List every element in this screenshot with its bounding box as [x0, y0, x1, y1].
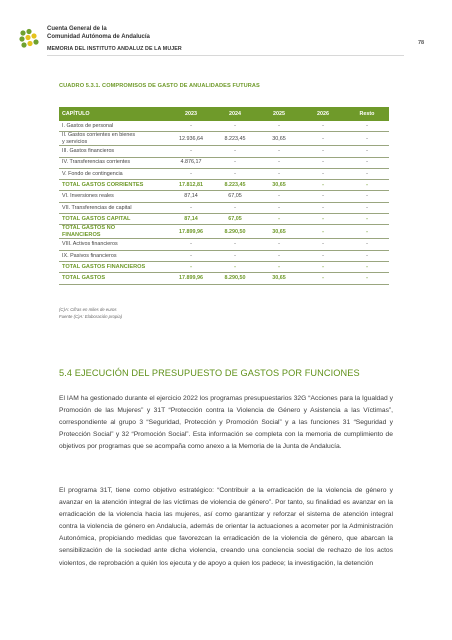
value-cell: - [301, 191, 345, 202]
page-number: 78 [418, 40, 425, 46]
value-cell: 12.936,64 [169, 132, 213, 146]
table-row [59, 121, 389, 132]
value-cell: - [213, 202, 257, 213]
table-row [59, 239, 389, 250]
value-cell: - [169, 261, 213, 272]
value-cell: - [301, 157, 345, 168]
value-cell: - [213, 250, 257, 261]
value-cell: - [213, 121, 257, 132]
value-cell: - [301, 146, 345, 157]
row-label [59, 146, 169, 157]
row-label-line: TOTAL GASTOS [62, 275, 106, 282]
value-cell: - [257, 191, 301, 202]
table-title: CUADRO 5.3.1. COMPROMISOS DE GASTO DE ANUALIDADES FUTURAS [59, 83, 260, 89]
value-cell: 4.876,17 [169, 157, 213, 168]
value-cell: - [257, 202, 301, 213]
table-row [59, 191, 389, 202]
header-subtitle: MEMORIA DEL INSTITUTO ANDALUZ DE LA MUJER [47, 46, 182, 52]
value-cell: - [345, 202, 389, 213]
junta-andalucia-logo [18, 27, 42, 51]
value-cell: 8.223,45 [213, 132, 257, 146]
value-cell: 30,65 [257, 273, 301, 284]
value-cell: - [257, 157, 301, 168]
table-row [59, 214, 389, 225]
value-cell: - [301, 214, 345, 225]
value-cell: - [257, 261, 301, 272]
value-cell: - [345, 261, 389, 272]
value-cell: - [345, 250, 389, 261]
value-cell: - [345, 132, 389, 146]
table-row [59, 180, 389, 191]
table-row [59, 202, 389, 213]
row-label-line: TOTAL GASTOS NO [62, 225, 116, 232]
value-cell: - [345, 157, 389, 168]
value-cell: - [257, 168, 301, 179]
value-cell: - [257, 146, 301, 157]
header-cell: 2024 [213, 107, 257, 121]
value-cell: - [257, 250, 301, 261]
value-cell: - [169, 168, 213, 179]
header-divider [47, 55, 404, 56]
table-row [59, 250, 389, 261]
table-row [59, 273, 389, 284]
value-cell: - [301, 273, 345, 284]
row-label [59, 191, 169, 202]
value-cell: - [345, 239, 389, 250]
value-cell: - [169, 146, 213, 157]
table-row [59, 146, 389, 157]
value-cell: 87,14 [169, 191, 213, 202]
header-title-line1: Cuenta General de la [47, 26, 107, 32]
value-cell: 30,65 [257, 132, 301, 146]
value-cell: - [301, 202, 345, 213]
value-cell: 8.290,50 [213, 225, 257, 239]
row-label [59, 250, 169, 261]
value-cell: 17.899,96 [169, 273, 213, 284]
value-cell: 17.812,81 [169, 180, 213, 191]
table-note-units: (C)A: Cifras en miles de euros [59, 307, 117, 312]
row-label [59, 157, 169, 168]
section-title: 5.4 EJECUCIÓN DEL PRESUPUESTO DE GASTOS POR FUNCIONES [59, 368, 360, 378]
value-cell: - [169, 202, 213, 213]
value-cell: 17.899,96 [169, 225, 213, 239]
row-label-line: I. Gastos de personal [62, 122, 114, 129]
value-cell: - [301, 225, 345, 239]
value-cell: - [301, 239, 345, 250]
value-cell: 87,14 [169, 214, 213, 225]
value-cell: - [345, 273, 389, 284]
row-label [59, 168, 169, 179]
value-cell: - [213, 239, 257, 250]
table-row [59, 132, 389, 146]
row-label-line: IV. Transferencias corrientes [62, 159, 131, 166]
row-label [59, 273, 169, 284]
value-cell: - [169, 121, 213, 132]
row-label-line: TOTAL GASTOS CORRIENTES [62, 182, 144, 189]
value-cell: - [345, 214, 389, 225]
value-cell: - [301, 250, 345, 261]
commitments-table [59, 107, 389, 285]
table-row [59, 157, 389, 168]
value-cell: - [301, 261, 345, 272]
row-label [59, 214, 169, 225]
table-header-row [59, 107, 389, 121]
value-cell: - [345, 225, 389, 239]
row-label [59, 202, 169, 213]
value-cell: - [345, 168, 389, 179]
value-cell: 67,05 [213, 214, 257, 225]
header-cell: CAPÍTULO [59, 107, 169, 121]
row-label-line: y servicios [62, 138, 88, 145]
value-cell: - [257, 239, 301, 250]
value-cell: - [213, 146, 257, 157]
header-cell: 2025 [257, 107, 301, 121]
table-row [59, 168, 389, 179]
value-cell: - [169, 250, 213, 261]
row-label-line: FINANCIEROS [62, 231, 101, 238]
paragraph-2: El programa 31T, tiene como objetivo estratégico: “Contribuir a la erradicación de la violencia de género y avanzar en la atención integral de las víctimas de violencia de género”. Por tanto, su finalidad es avanzar en la erradicación de la violencia hacia las mujeres, así como garantizar y reforzar el sistema de atención integral contra la violencia de género en Andalucía, además de orientar la actuaciones a acometer por la Administración Autonómica, propiciando medidas que favorezcan la erradicación de la violencia de género, que abarcan la sensibilización de la sociedad ante dicha violencia, creando una conciencia social de rechazo de los actos violentos, de reprobación a quién los ejecuta y de apoyo a quien los padece; la investigación, la detención [59, 487, 393, 567]
row-label-line: II. Gastos corrientes en bienes [62, 132, 136, 139]
table-note-source: Fuente (C)A: Elaboración propia) [59, 314, 123, 319]
header-title-line2: Comunidad Autónoma de Andalucía [47, 33, 150, 40]
value-cell: - [257, 121, 301, 132]
header-cell: Resto [345, 107, 389, 121]
table-row [59, 261, 389, 272]
row-label [59, 225, 169, 239]
value-cell: - [169, 239, 213, 250]
row-label [59, 132, 169, 146]
row-label-line: VIII. Activos financieros [62, 241, 118, 248]
value-cell: - [213, 261, 257, 272]
row-label [59, 121, 169, 132]
value-cell: - [213, 157, 257, 168]
value-cell: - [345, 191, 389, 202]
value-cell: 30,65 [257, 225, 301, 239]
value-cell: - [301, 132, 345, 146]
row-label-line: VI. Inversiones reales [62, 193, 114, 200]
header-cell: 2023 [169, 107, 213, 121]
row-label-line: VII. Transferencias de capital [62, 204, 132, 211]
value-cell: - [301, 121, 345, 132]
value-cell: 8.223,45 [213, 180, 257, 191]
value-cell: 8.290,50 [213, 273, 257, 284]
row-label-line: TOTAL GASTOS FINANCIEROS [62, 263, 146, 270]
row-label [59, 239, 169, 250]
value-cell: - [257, 214, 301, 225]
row-label [59, 261, 169, 272]
row-label-line: IX. Pasivos financieros [62, 252, 117, 259]
paragraph-1: El IAM ha gestionado durante el ejercicio 2022 los programas presupuestarios 32G “Acciones para la Igualdad y Promoción de las Mujeres” y 31T “Protección contra la Violencia de Género y Asistencia a las Víctimas”, correspondiente al grupo 3 “Seguridad, Protección y Promoción Social” y a las funciones 31 “Seguridad y Protección Social” y 32 “Promoción Social”. Esta información se completa con la memoria de cumplimiento de objetivos por programas que se acompaña como anexo a la Memoria de la Junta de Andalucía. [59, 395, 393, 451]
value-cell: - [345, 146, 389, 157]
row-label-line: TOTAL GASTOS CAPITAL [62, 215, 131, 222]
value-cell: - [301, 180, 345, 191]
value-cell: - [345, 121, 389, 132]
value-cell: - [301, 168, 345, 179]
table-row [59, 225, 389, 239]
value-cell: - [345, 180, 389, 191]
row-label [59, 180, 169, 191]
header-cell: 2026 [301, 107, 345, 121]
row-label-line: V. Fondo de contingencia [62, 170, 123, 177]
value-cell: 67,05 [213, 191, 257, 202]
value-cell: - [213, 168, 257, 179]
header-title [47, 26, 150, 41]
value-cell: 30,65 [257, 180, 301, 191]
row-label-line: III. Gastos financieros [62, 148, 115, 155]
